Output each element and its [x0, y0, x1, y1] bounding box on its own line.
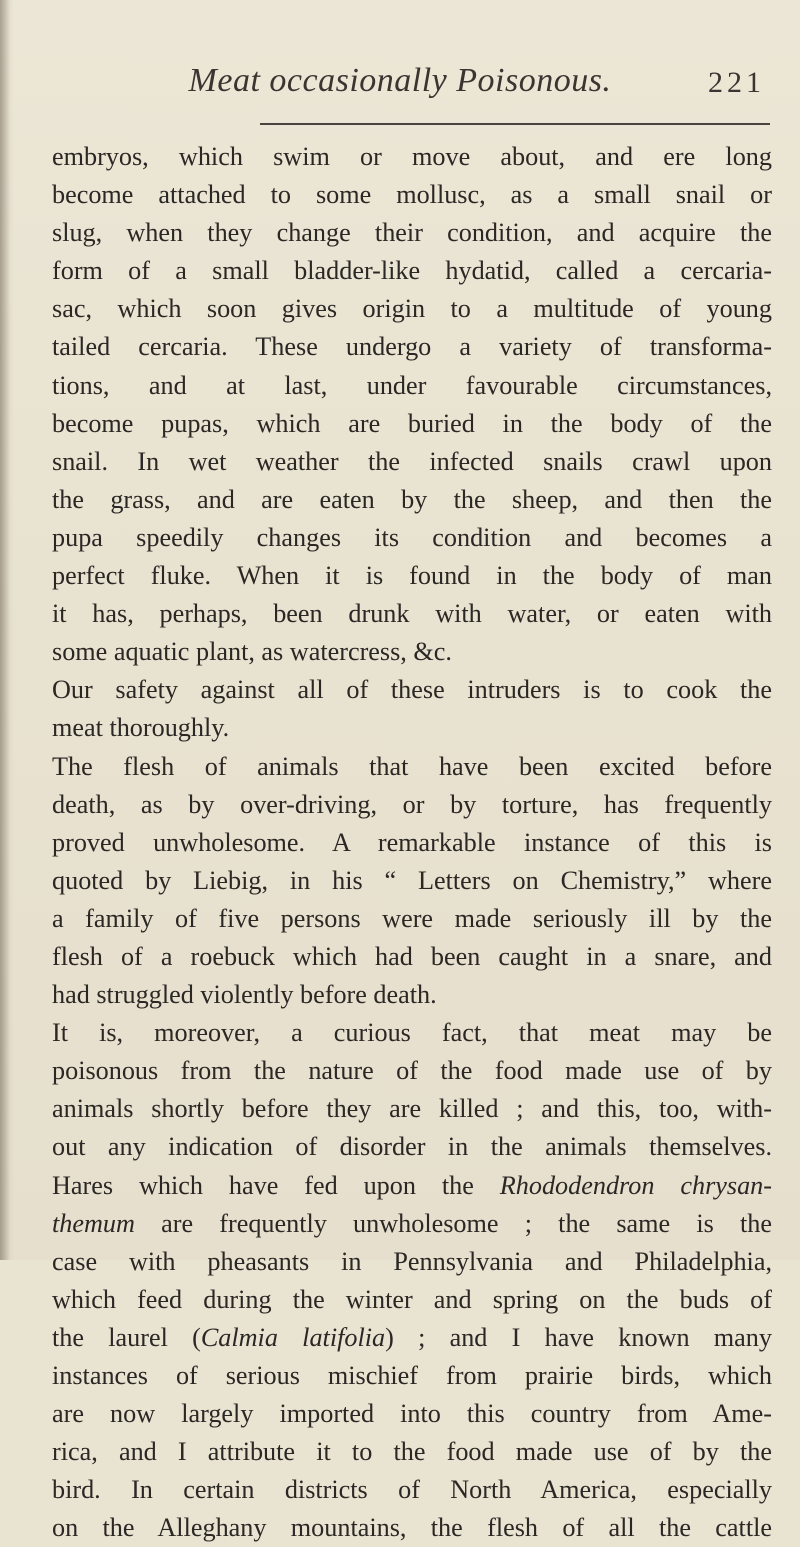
text-line — [52, 1205, 772, 1243]
text-line: the grass, and are eaten by the sheep, and then the — [52, 484, 772, 514]
text-segment: Hares which have fed upon the — [52, 1170, 500, 1200]
text-line: become pupas, which are buried in the body of the — [52, 408, 772, 438]
text-line: rica, and I attribute it to the food made use of by the — [52, 1437, 772, 1467]
text-line: flesh of a roebuck which had been caught in a snare, and — [52, 941, 772, 971]
text-line: tions, and at last, under favourable circumstances, — [52, 370, 772, 400]
text-line: instances of serious mischief from prairie birds, which — [52, 1361, 772, 1390]
text-line: meat thoroughly. — [52, 713, 230, 743]
text-line: out any indication of disorder in the animals themselves. — [52, 1132, 772, 1162]
page-number: 221 — [708, 66, 765, 99]
text-line: Our safety against all of these intruders is to cook the — [52, 675, 772, 705]
text-line: poisonous from the nature of the food made use of by — [52, 1056, 772, 1086]
text-line: pupa speedily changes its condition and becomes a — [52, 522, 772, 552]
text-line: case with pheasants in Pennsylvania and Philadelphia, — [52, 1246, 772, 1276]
text-line: are now largely imported into this country from Ame- — [52, 1399, 772, 1429]
text-line — [52, 1319, 772, 1357]
text-line: slug, when they change their condition, and acquire the — [52, 218, 772, 248]
header-rule — [260, 123, 770, 125]
text-line: snail. In wet weather the infected snails crawl upon — [52, 446, 772, 476]
text-line: death, as by over-driving, or by torture, has frequently — [52, 789, 772, 819]
italic-term: Rhododendron chrysan- — [499, 1170, 772, 1200]
text-line: become attached to some mollusc, as a small snail or — [52, 180, 772, 210]
text-line: it has, perhaps, been drunk with water, or eaten with — [52, 599, 772, 629]
text-line: animals shortly before they are killed ; and this, too, with- — [52, 1094, 772, 1124]
text-line: quoted by Liebig, in his “ Letters on Chemistry,” where — [52, 865, 772, 895]
text-line: which feed during the winter and spring on the buds of — [52, 1284, 772, 1314]
text-line: embryos, which swim or move about, and ere long — [52, 142, 772, 171]
text-segment: ) ; and I have known many — [385, 1322, 772, 1352]
text-line: had struggled violently before death. — [52, 980, 437, 1010]
text-line: sac, which soon gives origin to a multitude of young — [52, 294, 772, 324]
text-line: on the Alleghany mountains, the flesh of all the cattle — [52, 1513, 772, 1543]
text-line: proved unwholesome. A remarkable instance of this is — [52, 827, 772, 857]
running-title: Meat occasionally Poisonous. — [188, 62, 612, 99]
text-line: tailed cercaria. These undergo a variety of transforma- — [52, 332, 772, 362]
text-line: It is, moreover, a curious fact, that meat may be — [52, 1018, 772, 1048]
text-line: some aquatic plant, as watercress, &c. — [52, 637, 452, 667]
text-line: a family of five persons were made seriously ill by the — [52, 903, 772, 933]
italic-term: Calmia latifolia — [200, 1322, 386, 1352]
body-text — [52, 138, 772, 1547]
text-line: form of a small bladder-like hydatid, called a cercaria- — [52, 256, 772, 286]
text-segment: the laurel ( — [52, 1322, 201, 1352]
text-line: The flesh of animals that have been excited before — [52, 751, 772, 781]
text-line: perfect fluke. When it is found in the body of man — [52, 561, 772, 591]
italic-term: themum — [52, 1208, 135, 1238]
page-header — [0, 62, 800, 112]
text-segment: are frequently unwholesome ; the same is the — [134, 1208, 772, 1238]
page-gutter-shadow — [0, 0, 10, 1260]
text-line — [52, 1167, 772, 1205]
text-line: bird. In certain districts of North America, especially — [52, 1475, 772, 1505]
